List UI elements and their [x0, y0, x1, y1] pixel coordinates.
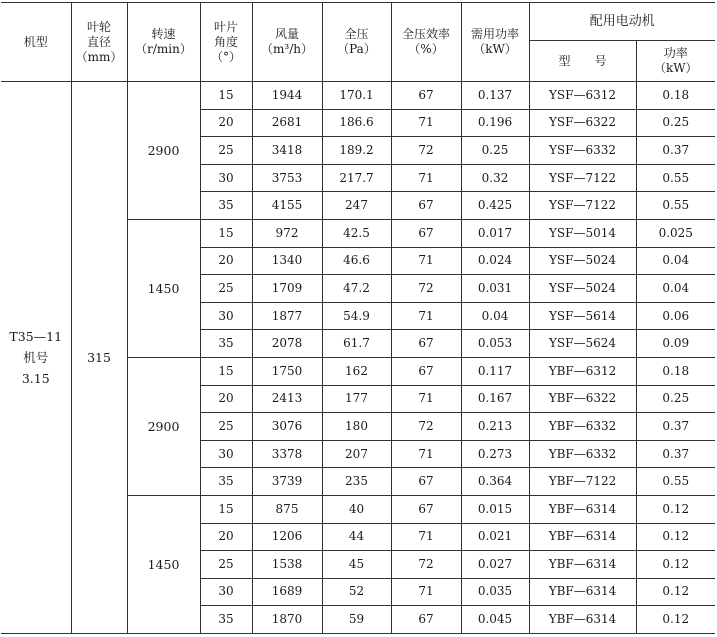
blade-angle-cell: 15 [200, 219, 252, 247]
pressure-cell: 46.6 [322, 247, 391, 275]
required-power-cell: 0.017 [461, 219, 529, 247]
header-model: 机型 [1, 3, 71, 82]
motor-type-cell: YBF—6314 [529, 495, 636, 523]
header-total-pressure: 全压 （Pa） [322, 3, 391, 82]
airflow-cell: 875 [252, 495, 322, 523]
efficiency-cell: 71 [391, 247, 461, 275]
motor-power-cell: 0.12 [636, 578, 715, 606]
motor-type-cell: YBF—6314 [529, 606, 636, 634]
table-body [1, 82, 715, 634]
airflow-cell: 3739 [252, 468, 322, 496]
motor-type-cell: YSF—5614 [529, 302, 636, 330]
efficiency-cell: 67 [391, 82, 461, 110]
airflow-cell: 1877 [252, 302, 322, 330]
efficiency-cell: 71 [391, 109, 461, 137]
header-diameter: 叶轮 直径 （mm） [71, 3, 127, 82]
blade-angle-cell: 30 [200, 302, 252, 330]
motor-power-cell: 0.06 [636, 302, 715, 330]
pressure-cell: 44 [322, 523, 391, 551]
blade-angle-cell: 30 [200, 440, 252, 468]
model-line: 3.15 [21, 370, 50, 386]
header-airflow: 风量 （m³/h） [252, 3, 322, 82]
header-efficiency: 全压效率 （%） [391, 3, 461, 82]
airflow-cell: 2078 [252, 330, 322, 358]
blade-angle-cell: 30 [200, 578, 252, 606]
efficiency-cell: 71 [391, 523, 461, 551]
efficiency-cell: 72 [391, 275, 461, 303]
efficiency-cell: 67 [391, 219, 461, 247]
motor-power-cell: 0.12 [636, 523, 715, 551]
header-speed: 转速 （r/min） [127, 3, 200, 82]
blade-angle-cell: 20 [200, 385, 252, 413]
motor-type-cell: YBF—6312 [529, 357, 636, 385]
pressure-cell: 162 [322, 357, 391, 385]
pressure-cell: 42.5 [322, 219, 391, 247]
required-power-cell: 0.213 [461, 413, 529, 441]
pressure-cell: 170.1 [322, 82, 391, 110]
required-power-cell: 0.04 [461, 302, 529, 330]
efficiency-cell: 67 [391, 606, 461, 634]
pressure-cell: 189.2 [322, 137, 391, 165]
airflow-cell: 3378 [252, 440, 322, 468]
motor-type-cell: YBF—6314 [529, 578, 636, 606]
airflow-cell: 2413 [252, 385, 322, 413]
efficiency-cell: 71 [391, 385, 461, 413]
speed-cell: 1450 [127, 219, 200, 357]
diameter-cell: 315 [71, 82, 127, 634]
header-motor-group: 配用电动机 [529, 3, 715, 41]
motor-type-cell: YBF—6332 [529, 413, 636, 441]
motor-type-cell: YSF—6312 [529, 82, 636, 110]
pressure-cell: 59 [322, 606, 391, 634]
motor-type-cell: YSF—6332 [529, 137, 636, 165]
motor-power-cell: 0.37 [636, 440, 715, 468]
efficiency-cell: 72 [391, 551, 461, 579]
required-power-cell: 0.364 [461, 468, 529, 496]
pressure-cell: 186.6 [322, 109, 391, 137]
motor-type-cell: YBF—6314 [529, 551, 636, 579]
pressure-cell: 61.7 [322, 330, 391, 358]
speed-cell: 2900 [127, 357, 200, 495]
blade-angle-cell: 15 [200, 357, 252, 385]
required-power-cell: 0.167 [461, 385, 529, 413]
motor-type-cell: YSF—5624 [529, 330, 636, 358]
motor-power-cell: 0.37 [636, 413, 715, 441]
fan-performance-table [1, 2, 715, 634]
motor-type-cell: YBF—6322 [529, 385, 636, 413]
required-power-cell: 0.32 [461, 164, 529, 192]
blade-angle-cell: 35 [200, 468, 252, 496]
blade-angle-cell: 20 [200, 109, 252, 137]
table-header [1, 3, 715, 82]
blade-angle-cell: 15 [200, 495, 252, 523]
required-power-cell: 0.045 [461, 606, 529, 634]
required-power-cell: 0.117 [461, 357, 529, 385]
model-line: T35—11 [9, 328, 63, 344]
pressure-cell: 40 [322, 495, 391, 523]
blade-angle-cell: 35 [200, 606, 252, 634]
pressure-cell: 177 [322, 385, 391, 413]
blade-angle-cell: 25 [200, 275, 252, 303]
header-blade-angle: 叶片 角度 （°） [200, 3, 252, 82]
efficiency-cell: 71 [391, 302, 461, 330]
efficiency-cell: 71 [391, 578, 461, 606]
airflow-cell: 1709 [252, 275, 322, 303]
motor-type-cell: YBF—6314 [529, 523, 636, 551]
motor-power-cell: 0.18 [636, 82, 715, 110]
airflow-cell: 1206 [252, 523, 322, 551]
efficiency-cell: 67 [391, 330, 461, 358]
blade-angle-cell: 20 [200, 523, 252, 551]
airflow-cell: 1689 [252, 578, 322, 606]
pressure-cell: 180 [322, 413, 391, 441]
efficiency-cell: 67 [391, 495, 461, 523]
required-power-cell: 0.027 [461, 551, 529, 579]
motor-power-cell: 0.18 [636, 357, 715, 385]
required-power-cell: 0.137 [461, 82, 529, 110]
required-power-cell: 0.425 [461, 192, 529, 220]
motor-power-cell: 0.12 [636, 606, 715, 634]
header-motor-power: 功率 （kW） [636, 41, 715, 82]
airflow-cell: 1870 [252, 606, 322, 634]
motor-power-cell: 0.25 [636, 385, 715, 413]
efficiency-cell: 67 [391, 357, 461, 385]
required-power-cell: 0.024 [461, 247, 529, 275]
airflow-cell: 1538 [252, 551, 322, 579]
pressure-cell: 47.2 [322, 275, 391, 303]
motor-power-cell: 0.09 [636, 330, 715, 358]
model-line: 机号 [23, 349, 49, 365]
blade-angle-cell: 15 [200, 82, 252, 110]
header-motor-type: 型 号 [529, 41, 636, 82]
airflow-cell: 1944 [252, 82, 322, 110]
motor-type-cell: YBF—7122 [529, 468, 636, 496]
blade-angle-cell: 20 [200, 247, 252, 275]
motor-power-cell: 0.025 [636, 219, 715, 247]
efficiency-cell: 72 [391, 413, 461, 441]
airflow-cell: 4155 [252, 192, 322, 220]
motor-power-cell: 0.55 [636, 192, 715, 220]
required-power-cell: 0.273 [461, 440, 529, 468]
pressure-cell: 52 [322, 578, 391, 606]
pressure-cell: 45 [322, 551, 391, 579]
blade-angle-cell: 25 [200, 413, 252, 441]
efficiency-cell: 72 [391, 137, 461, 165]
required-power-cell: 0.053 [461, 330, 529, 358]
motor-type-cell: YSF—6322 [529, 109, 636, 137]
table-row [1, 82, 715, 110]
blade-angle-cell: 25 [200, 551, 252, 579]
motor-power-cell: 0.04 [636, 275, 715, 303]
motor-type-cell: YSF—7122 [529, 164, 636, 192]
efficiency-cell: 67 [391, 192, 461, 220]
header-required-power: 需用功率 （kW） [461, 3, 529, 82]
efficiency-cell: 67 [391, 468, 461, 496]
airflow-cell: 1750 [252, 357, 322, 385]
blade-angle-cell: 25 [200, 137, 252, 165]
efficiency-cell: 71 [391, 164, 461, 192]
motor-power-cell: 0.37 [636, 137, 715, 165]
pressure-cell: 247 [322, 192, 391, 220]
blade-angle-cell: 35 [200, 192, 252, 220]
pressure-cell: 54.9 [322, 302, 391, 330]
required-power-cell: 0.196 [461, 109, 529, 137]
motor-type-cell: YSF—5014 [529, 219, 636, 247]
required-power-cell: 0.021 [461, 523, 529, 551]
motor-power-cell: 0.04 [636, 247, 715, 275]
required-power-cell: 0.031 [461, 275, 529, 303]
airflow-cell: 3753 [252, 164, 322, 192]
required-power-cell: 0.25 [461, 137, 529, 165]
blade-angle-cell: 30 [200, 164, 252, 192]
airflow-cell: 3076 [252, 413, 322, 441]
fan-performance-sheet [1, 2, 715, 634]
blade-angle-cell: 35 [200, 330, 252, 358]
motor-type-cell: YSF—5024 [529, 275, 636, 303]
motor-power-cell: 0.55 [636, 468, 715, 496]
motor-type-cell: YSF—7122 [529, 192, 636, 220]
speed-cell: 1450 [127, 495, 200, 633]
speed-cell: 2900 [127, 82, 200, 220]
pressure-cell: 217.7 [322, 164, 391, 192]
pressure-cell: 235 [322, 468, 391, 496]
airflow-cell: 972 [252, 219, 322, 247]
motor-power-cell: 0.25 [636, 109, 715, 137]
motor-power-cell: 0.12 [636, 551, 715, 579]
efficiency-cell: 71 [391, 440, 461, 468]
motor-power-cell: 0.12 [636, 495, 715, 523]
airflow-cell: 3418 [252, 137, 322, 165]
required-power-cell: 0.015 [461, 495, 529, 523]
motor-power-cell: 0.55 [636, 164, 715, 192]
required-power-cell: 0.035 [461, 578, 529, 606]
motor-type-cell: YBF—6332 [529, 440, 636, 468]
pressure-cell: 207 [322, 440, 391, 468]
airflow-cell: 2681 [252, 109, 322, 137]
airflow-cell: 1340 [252, 247, 322, 275]
motor-type-cell: YSF—5024 [529, 247, 636, 275]
model-cell [1, 82, 71, 634]
